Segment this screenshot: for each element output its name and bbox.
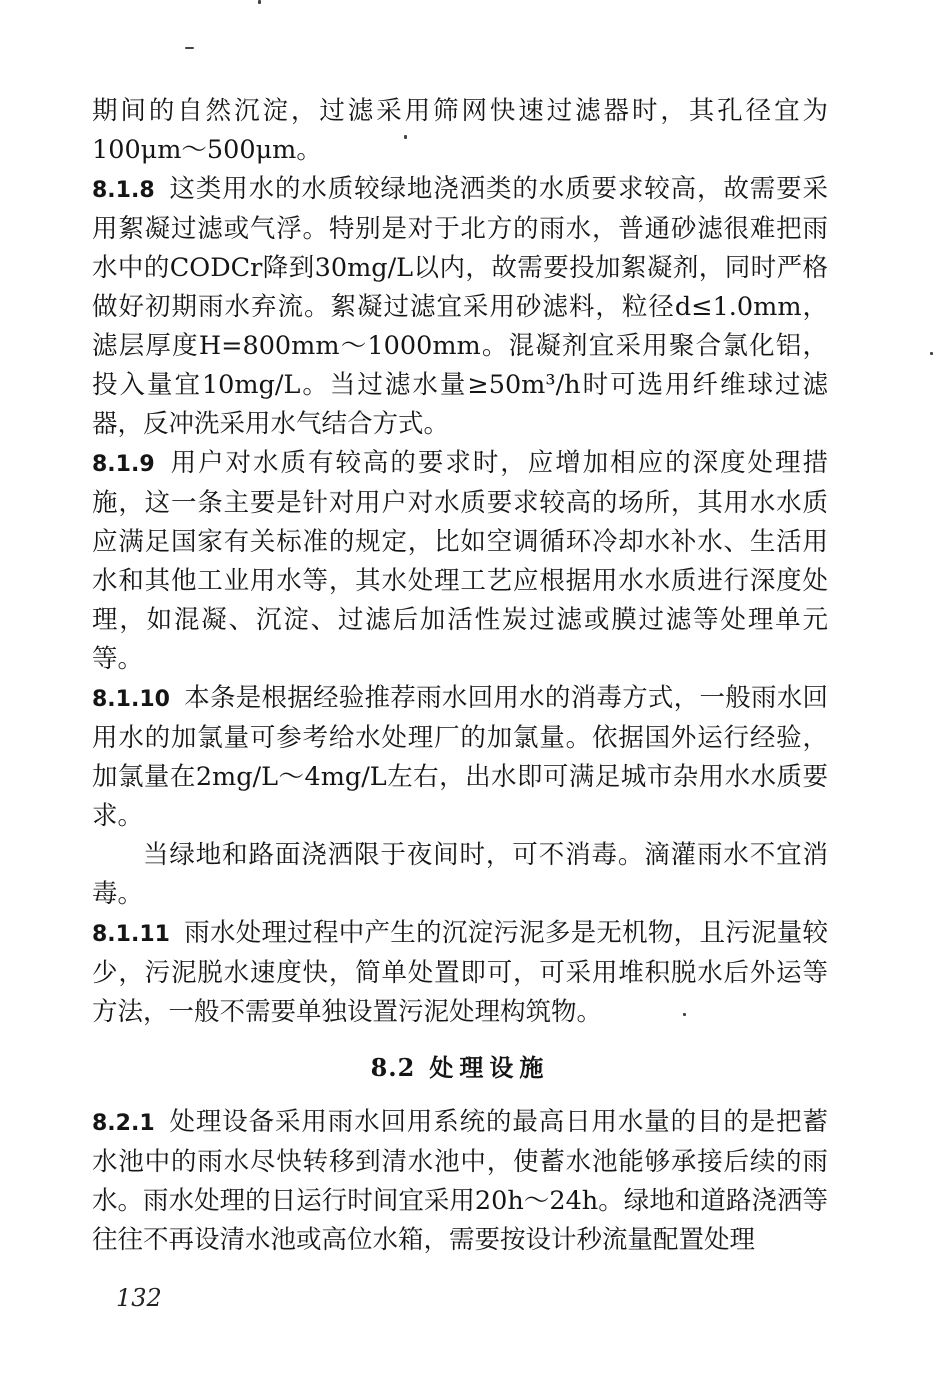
clause-text: 处理设备采用雨水回用系统的最高日用水量的目的是把蓄水池中的雨水尽快转移到清水池中，使蓄水池能够承接后续的雨水。雨水处理的日运行时间宜采用20h～24h。绿地和道路浇洒等往往不再设清水池或高位水箱，需要按设计秒流量配置处理: [92, 1107, 828, 1255]
section-title: 处理设施: [429, 1053, 550, 1082]
clause-8-1-8: [92, 170, 828, 444]
clause-text: 用户对水质有较高的要求时，应增加相应的深度处理措施，这一条主要是针对用户对水质要求较高的场所，其用水水质应满足国家有关标准的规定，比如空调循环冷却水补水、生活用水和其他工业用水等，其水处理工艺应根据用水水质进行深度处理，如混凝、沉淀、过滤后加活性炭过滤或膜过滤等处理单元等。: [92, 448, 828, 674]
clause-number: 8.1.9: [92, 452, 155, 477]
clause-number: 8.1.11: [92, 922, 170, 947]
section-heading: [92, 1048, 828, 1087]
clause-text: 这类用水的水质较绿地浇洒类的水质要求较高，故需要采用絮凝过滤或气浮。特别是对于北方的雨水，普通砂滤很难把雨水中的CODCr降到30mg/L以内，故需要投加絮凝剂，同时严格做好初期雨水弃流。絮凝过滤宜采用砂滤料，粒径d≤1.0mm，滤层厚度H=800mm～1000mm。混凝剂宜采用聚合氯化铝，投入量宜10mg/L。当过滤水量≥50m³/h时可选用纤维球过滤器，反冲洗采用水气结合方式。: [92, 174, 828, 439]
section-number: 8.2: [370, 1053, 416, 1082]
clause-text: 雨水处理过程中产生的沉淀污泥多是无机物，且污泥量较少，污泥脱水速度快，简单处置即可，可采用堆积脱水后外运等方法，一般不需要单独设置污泥处理构筑物。: [92, 918, 828, 1027]
clause-8-1-9: [92, 444, 828, 679]
clause-8-1-10: [92, 679, 828, 836]
body-text: [92, 92, 828, 1260]
clause-8-2-1: [92, 1103, 828, 1260]
clause-number: 8.2.1: [92, 1111, 155, 1136]
clause-number: 8.1.10: [92, 687, 170, 712]
page-number: 132: [116, 1284, 162, 1312]
clause-8-1-10-extra: 当绿地和路面浇洒限于夜间时，可不消毒。滴灌雨水不宜消毒。: [92, 840, 828, 909]
clause-text: 本条是根据经验推荐雨水回用水的消毒方式，一般雨水回用水的加氯量可参考给水处理厂的加氯量。依据国外运行经验，加氯量在2mg/L～4mg/L左右，出水即可满足城市杂用水水质要求。: [92, 683, 828, 831]
intro-paragraph: 期间的自然沉淀，过滤采用筛网快速过滤器时，其孔径宜为100μm～500μm。: [92, 96, 828, 165]
clause-number: 8.1.8: [92, 178, 155, 203]
clause-8-1-11: [92, 914, 828, 1032]
